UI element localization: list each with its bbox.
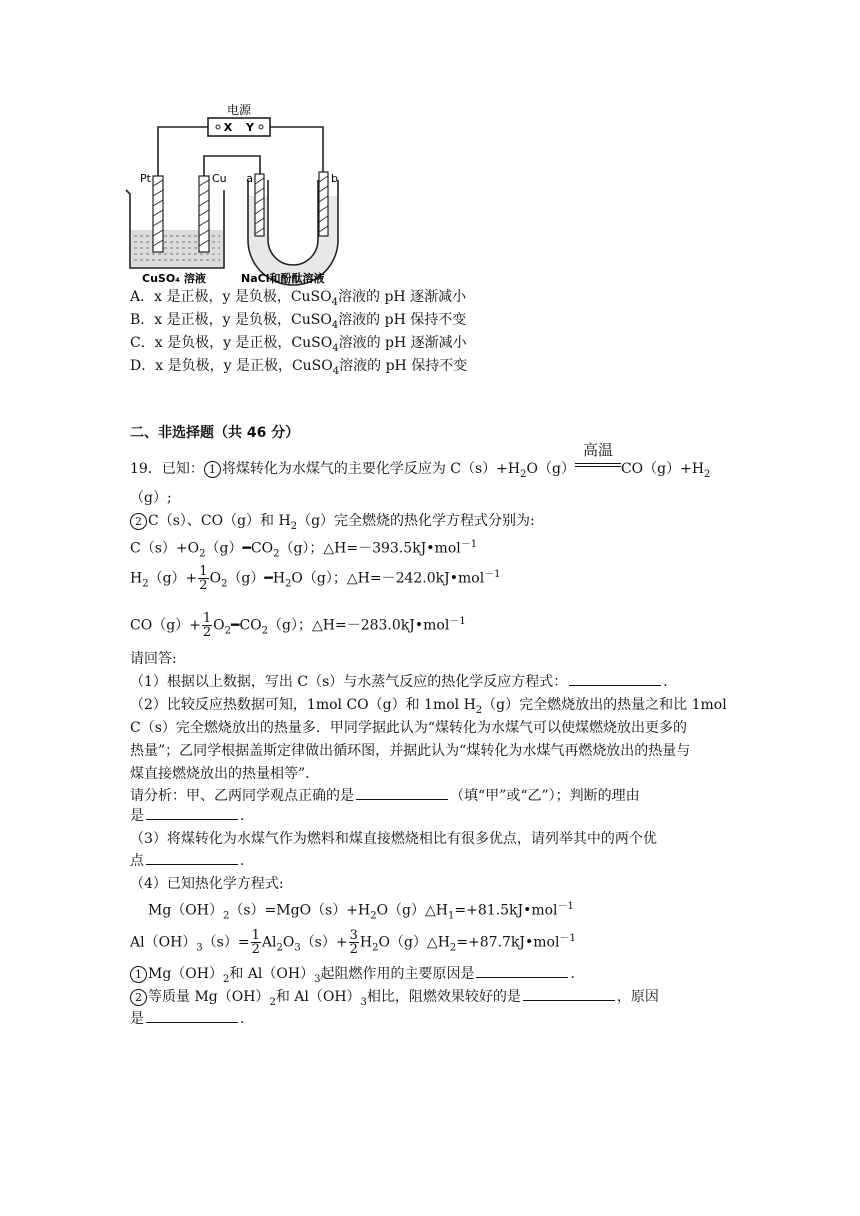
circled-2: 2 xyxy=(130,513,147,530)
electrode-b xyxy=(319,172,328,236)
power-box xyxy=(208,118,270,136)
answer-blank[interactable] xyxy=(569,673,661,686)
nacl-caption: NaCl和酚酞溶液 xyxy=(241,272,325,285)
part-2-line-4: 煤直接燃烧放出的热量相等”． xyxy=(130,766,320,782)
pt-label: Pt xyxy=(140,172,151,185)
wire-b xyxy=(270,127,323,172)
equation-al: $Al(OH)_3(s)=$ $\frac{1}{2}$ $Al_2O_3(s)+$ $\frac{3}{2}$ $H_2O(g)\triangle H_2=+87.7kJ•mol^{-1}$ xyxy=(130,928,576,957)
wire-pt xyxy=(158,127,208,178)
answer-prompt: 请回答: xyxy=(130,651,177,667)
part-2-line-2: C（s）完全燃烧放出的热量多．甲同学据此认为“煤转化为水煤气可以使煤燃烧放出更多的 xyxy=(130,720,688,736)
part-1: （1）根据以上数据，写出 C（s）与水蒸气反应的热化学反应方程式： ． xyxy=(130,674,678,690)
q19-line-2: 2 C（s）、CO（g）和 $H_2(g)$完全燃烧的热化学方程式分别为: xyxy=(130,512,535,536)
answer-blank[interactable] xyxy=(146,807,238,820)
part-2-line-3: 热量”；乙同学根据盖斯定律做出循环图，并据此认为“煤转化为水煤气再燃烧放出的热量与 xyxy=(130,743,691,759)
cu-label: Cu xyxy=(212,172,227,185)
answer-blank[interactable] xyxy=(146,1010,238,1023)
option-c: C．x 是负极，y 是正极，CuSO$_4$溶液的 pH 逐渐减小 xyxy=(130,335,467,354)
option-a: A．x 是正极，y 是负极，CuSO$_4$溶液的 pH 逐渐减小 xyxy=(130,289,467,308)
equation-mg: $Mg(OH)_2(s)=MgO(s)+H_2O(g)\triangle H_1=+81.5kJ•mol^{-1}$ xyxy=(148,901,574,922)
q19-line-1b: （g）; xyxy=(130,490,172,506)
electrolysis-diagram xyxy=(120,100,380,286)
sub-question-2: 2 等质量 $Mg(OH)_2$和 $Al(OH)_3$相比，阻燃效果较好的是 ，原因 xyxy=(130,988,659,1012)
option-d: D．x 是负极，y 是正极，CuSO$_4$溶液的 pH 保持不变 xyxy=(130,358,468,377)
b-label: b xyxy=(331,172,338,185)
condition-high-temp: 高温 xyxy=(575,455,621,473)
circled-2: 2 xyxy=(130,989,147,1006)
answer-blank[interactable] xyxy=(523,988,615,1001)
q19-line-1: 19．已知： 1 将煤转化为水煤气的主要化学反应为 $C(s)+H_2O(g)$ 高温 $CO(g)+H_2$ xyxy=(130,441,711,480)
answer-blank[interactable] xyxy=(356,787,448,800)
terminal-x-label: X xyxy=(223,121,233,134)
equation-c: $C(s)+O_2(g)━CO_2(g)$；△H=－393.5kJ•mol$^{-1}$ xyxy=(130,539,478,560)
option-b: B．x 是正极，y 是负极，CuSO$_4$溶液的 pH 保持不变 xyxy=(130,312,467,331)
part-2-line-6: 是 ． xyxy=(130,808,254,824)
part-3-line-1: （3）将煤转化为水煤气作为燃料和煤直接燃烧相比有很多优点，请列举其中的两个优 xyxy=(130,831,657,847)
circled-1: 1 xyxy=(204,461,221,478)
terminal-y-label: Y xyxy=(246,121,254,134)
part-2-line-5: 请分析：甲、乙两同学观点正确的是 （填“甲”或“乙”）；判断的理由 xyxy=(130,788,640,804)
part-4: （4）已知热化学方程式: xyxy=(130,876,284,892)
cuso4-caption: CuSO₄ 溶液 xyxy=(142,272,206,285)
a-label: a xyxy=(246,172,253,185)
part-2-line-1: （2）比较反应热数据可知，1mol CO（g）和 1mol $H_2(g)$完全燃烧放出的热量之和比 1mol xyxy=(130,697,727,716)
fraction-half: $\frac{1}{2}$ xyxy=(202,611,212,640)
answer-blank[interactable] xyxy=(146,852,238,865)
section-heading: 二、非选择题（共 46 分） xyxy=(130,425,300,441)
circled-1: 1 xyxy=(130,966,147,983)
equation-h2: $H_2(g)+$ $\frac{1}{2}$ $O_2(g)━H_2O(g)$；△H=－242.0kJ•mol$^{-1}$ xyxy=(130,564,501,593)
fraction-half: $\frac{1}{2}$ xyxy=(251,928,260,957)
power-label: 电源 xyxy=(226,103,252,117)
sub-question-1: 1 $Mg(OH)_2$和 $Al(OH)_3$起阻燃作用的主要原因是 ． xyxy=(130,965,584,989)
sub-question-2b: 是 ． xyxy=(130,1011,254,1027)
fraction-half: $\frac{1}{2}$ xyxy=(199,564,208,593)
part-3-line-2: 点 ． xyxy=(130,853,254,869)
fraction-three-halves: $\frac{3}{2}$ xyxy=(349,928,358,957)
answer-blank[interactable] xyxy=(476,965,568,978)
equation-co: CO（g）+ $\frac{1}{2}$ $O_2━CO_2(g)$；△H=－283.0kJ•mol$^{-1}$ xyxy=(130,611,466,640)
